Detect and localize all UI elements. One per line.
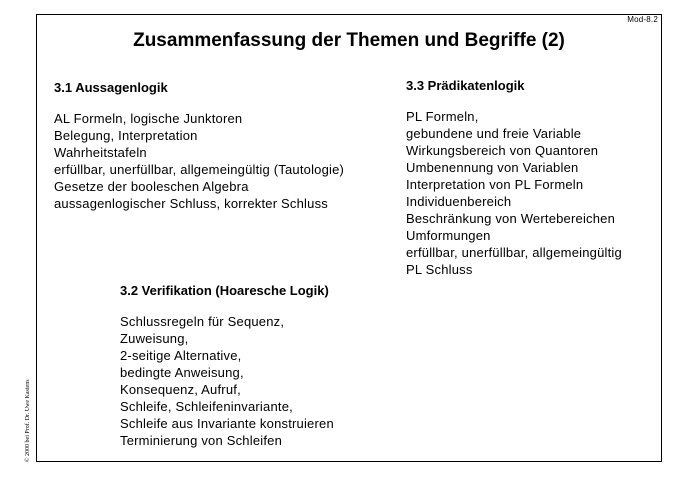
list-item: Schleife, Schleifeninvariante, (120, 399, 293, 414)
list-item: Individuenbereich (406, 194, 512, 209)
section-heading-aussagenlogik: 3.1 Aussagenlogik (54, 80, 168, 95)
list-item: Belegung, Interpretation (54, 128, 198, 143)
section-aussagenlogik (54, 80, 344, 212)
list-item: Terminierung von Schleifen (120, 433, 283, 448)
section-heading-verifikation: 3.2 Verifikation (Hoaresche Logik) (120, 283, 329, 298)
list-item: bedingte Anweisung, (120, 365, 244, 380)
list-item: aussagenlogischer Schluss, korrekter Schluss (54, 196, 328, 211)
item-list-praedikatenlogik (406, 108, 622, 278)
list-item: AL Formeln, logische Junktoren (54, 111, 243, 126)
list-item: Interpretation von PL Formeln (406, 177, 584, 192)
list-item: Gesetze der booleschen Algebra (54, 179, 249, 194)
list-item: Zuweisung, (120, 331, 189, 346)
list-item: PL Schluss (406, 262, 473, 277)
item-list-aussagenlogik (54, 110, 344, 212)
list-item: 2-seitige Alternative, (120, 348, 242, 363)
list-item: Beschränkung von Wertebereichen (406, 211, 616, 226)
page-title: Zusammenfassung der Themen und Begriffe (2) (133, 30, 565, 51)
slide-id: Mod-8.2 (627, 15, 658, 24)
item-list-verifikation (120, 313, 334, 449)
list-item: Schlussregeln für Sequenz, (120, 314, 285, 329)
list-item: Wahrheitstafeln (54, 145, 147, 160)
list-item: Schleife aus Invariante konstruieren (120, 416, 334, 431)
list-item: erfüllbar, unerfüllbar, allgemeingültig (Tautologie) (54, 162, 345, 177)
list-item: Umbenennung von Variablen (406, 160, 579, 175)
list-item: Umformungen (406, 228, 491, 243)
section-verifikation (120, 283, 334, 449)
section-heading-praedikatenlogik: 3.3 Prädikatenlogik (406, 78, 525, 93)
list-item: PL Formeln, (406, 109, 479, 124)
list-item: gebundene und freie Variable (406, 126, 582, 141)
copyright-notice: © 2000 bei Prof. Dr. Uwe Kastens (25, 379, 31, 462)
list-item: Konsequenz, Aufruf, (120, 382, 241, 397)
section-praedikatenlogik (406, 78, 622, 278)
list-item: erfüllbar, unerfüllbar, allgemeingültig (406, 245, 622, 260)
list-item: Wirkungsbereich von Quantoren (406, 143, 599, 158)
